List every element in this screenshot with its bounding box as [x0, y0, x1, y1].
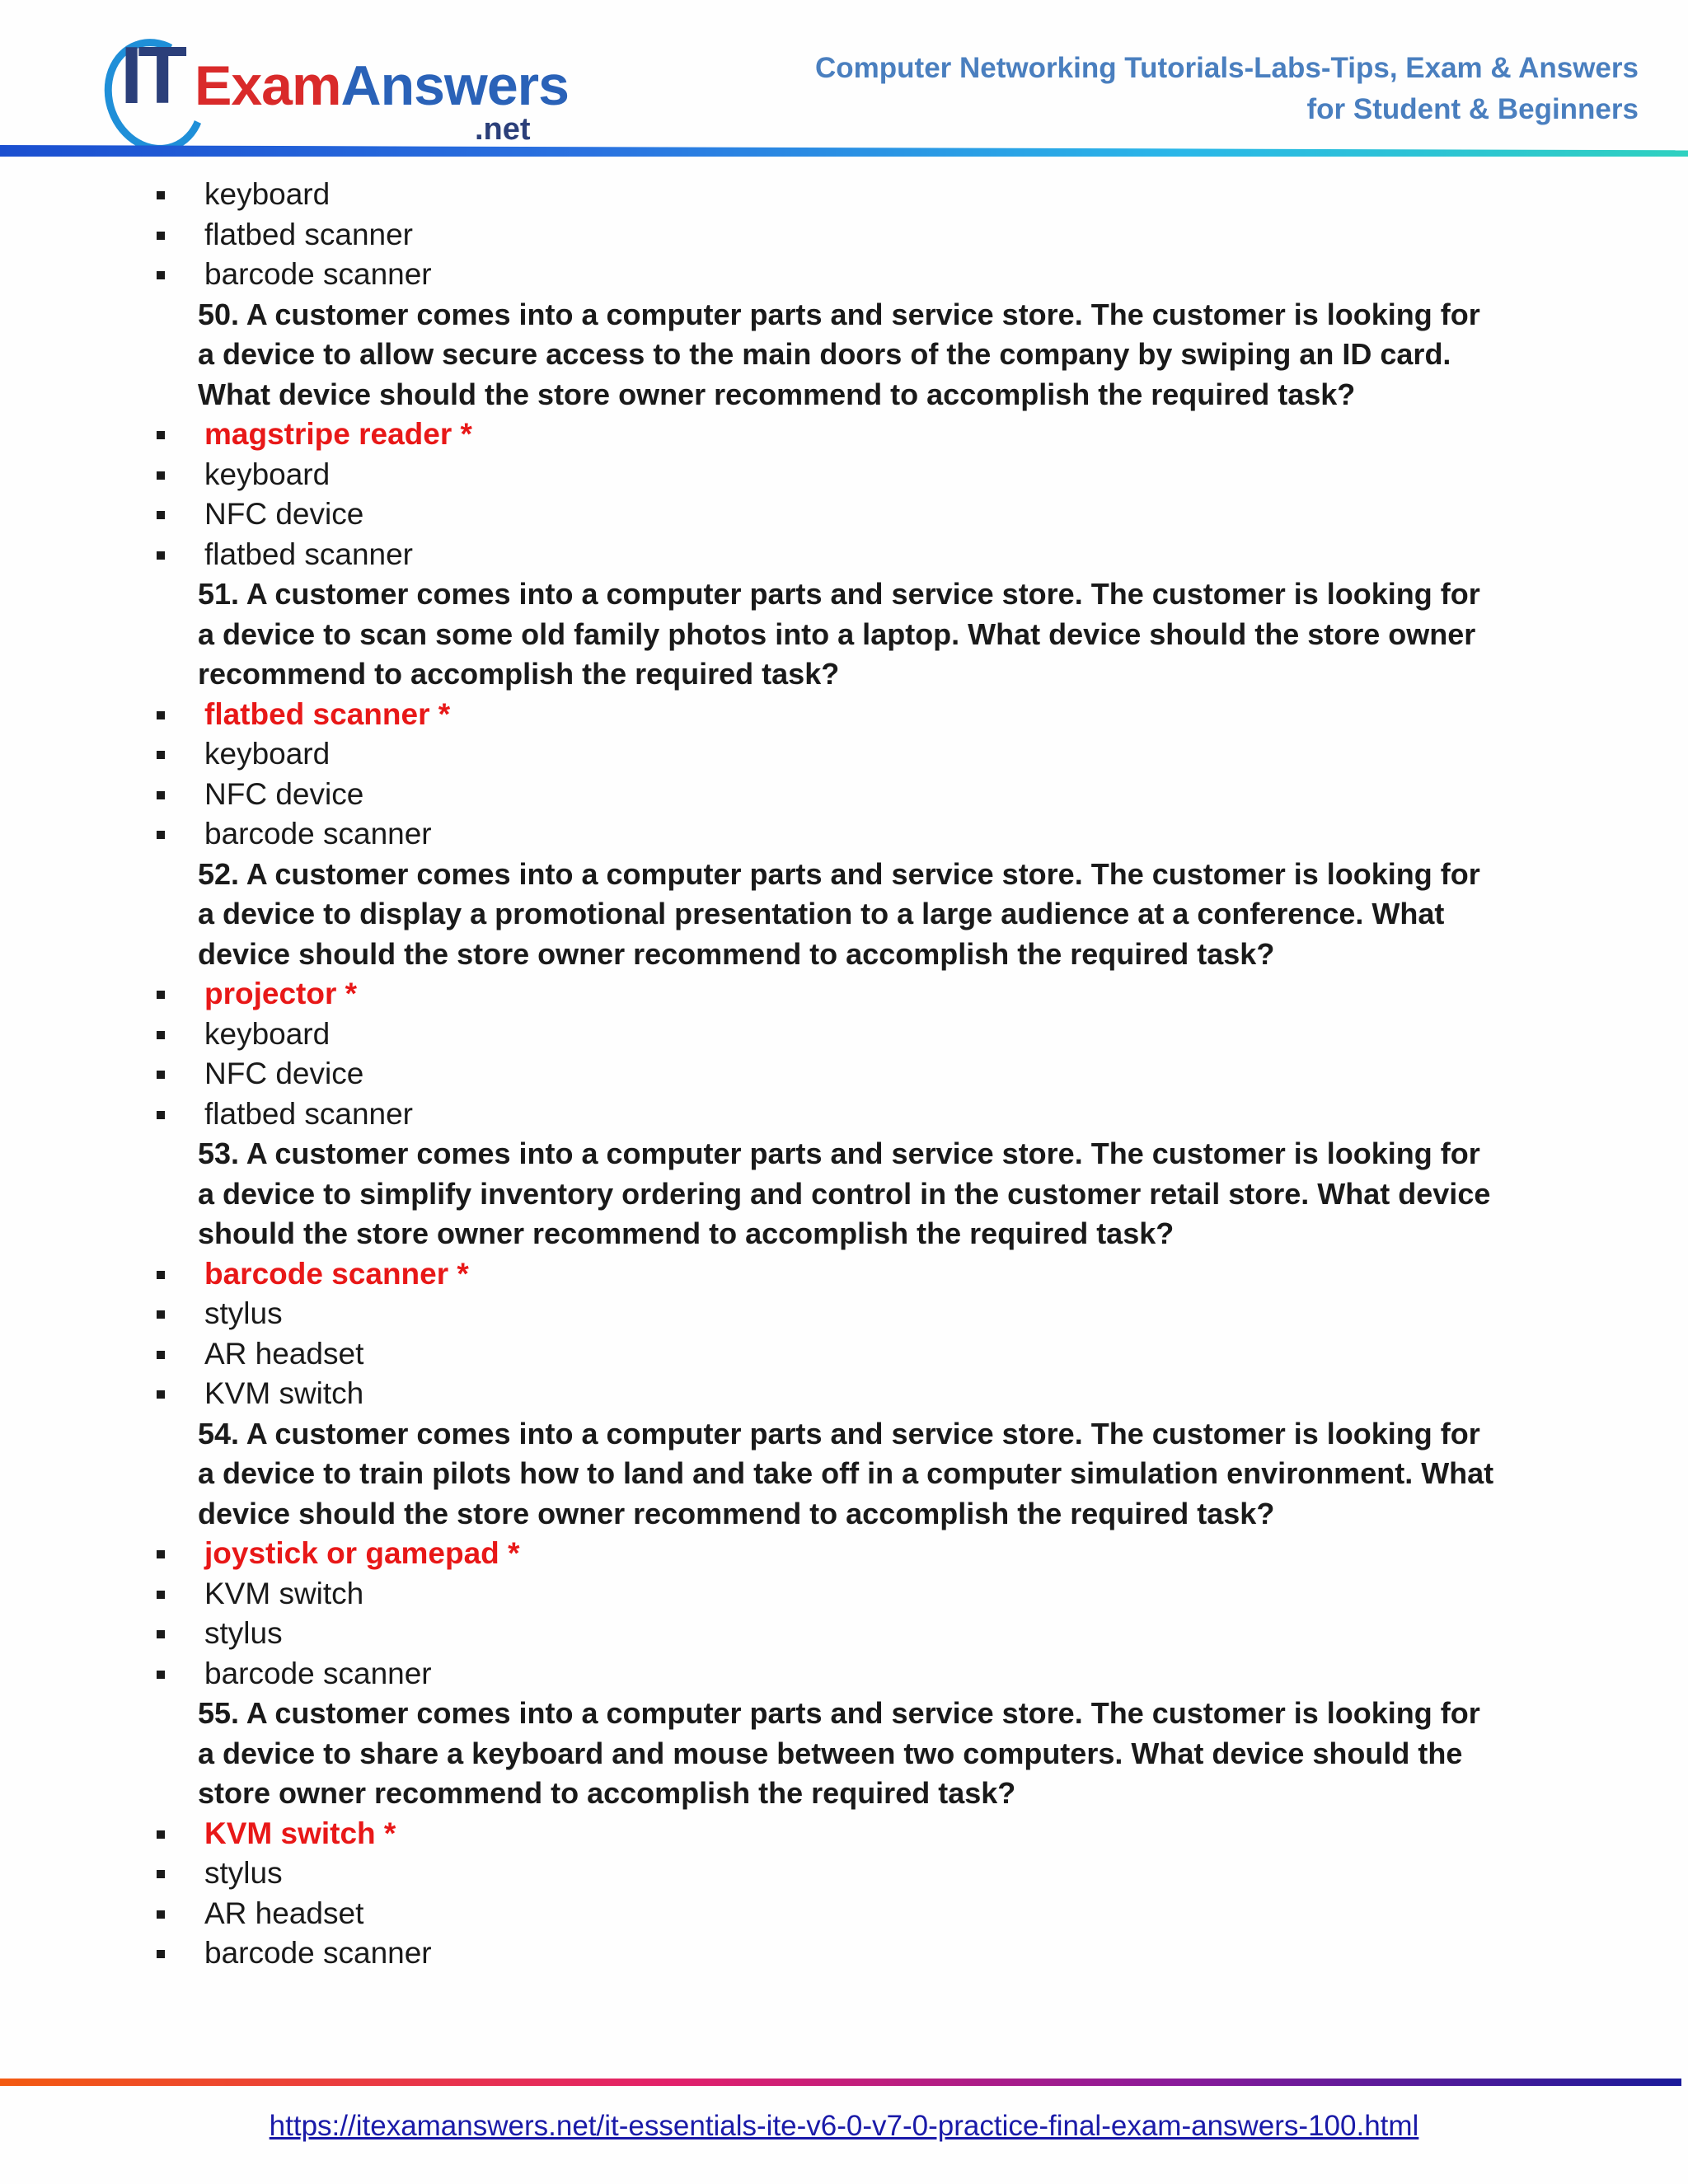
answer-option: stylus: [204, 1294, 1688, 1334]
question-block: [0, 574, 1688, 855]
correct-answer-option: magstripe reader *: [204, 415, 1688, 455]
correct-answer-option: KVM switch *: [204, 1814, 1688, 1854]
correct-answer-option: flatbed scanner *: [204, 695, 1688, 735]
logo-it-text: IT: [120, 30, 183, 120]
logo-exam-text: Exam: [195, 54, 341, 117]
answer-option: flatbed scanner: [204, 215, 1688, 255]
answer-option: flatbed scanner: [204, 1094, 1688, 1135]
tagline-line-1: Computer Networking Tutorials-Labs-Tips, Exam & Answers: [815, 52, 1639, 84]
answer-option: stylus: [204, 1854, 1688, 1894]
logo-answers-text: Answers: [340, 54, 569, 117]
answer-option: AR headset: [204, 1894, 1688, 1934]
question-text: 54. A customer comes into a computer parts and service store. The customer is looking for a device to train pilots how to land and take off in a computer simulation environment. What device should the store owner recommend to accomplish the required task?: [198, 1416, 1494, 1530]
question-block: [0, 1414, 1688, 1694]
correct-answer-option: barcode scanner *: [204, 1254, 1688, 1295]
answer-option: flatbed scanner: [204, 535, 1688, 575]
answer-option: keyboard: [204, 175, 1688, 215]
answer-option: stylus: [204, 1614, 1688, 1654]
answer-option: keyboard: [204, 734, 1688, 775]
answer-option: KVM switch: [204, 1374, 1688, 1414]
answer-option: keyboard: [204, 455, 1688, 495]
question-list: [0, 295, 1688, 1974]
answer-option: barcode scanner: [204, 255, 1688, 295]
correct-answer-option: joystick or gamepad *: [204, 1534, 1688, 1574]
answer-option: NFC device: [204, 1054, 1688, 1094]
footer-divider: [0, 2079, 1681, 2086]
exam-content: [0, 175, 1688, 1974]
question-block: [0, 855, 1688, 1135]
question-text: 51. A customer comes into a computer parts and service store. The customer is looking for a device to scan some old family photos into a laptop. What device should the store owner recommend to accomplish the required task?: [198, 577, 1480, 691]
site-logo[interactable]: [106, 30, 569, 148]
question-block: [0, 1694, 1688, 1974]
site-tagline: [815, 48, 1639, 130]
answer-option: keyboard: [204, 1015, 1688, 1055]
answer-option: KVM switch: [204, 1574, 1688, 1615]
answer-option: AR headset: [204, 1334, 1688, 1375]
answer-option: NFC device: [204, 494, 1688, 535]
question-text: 53. A customer comes into a computer parts and service store. The customer is looking for a device to simplify inventory ordering and control in the customer retail store. What device should the store owner recommend to accomplish the required task?: [198, 1137, 1491, 1250]
footer-url-link[interactable]: https://itexamanswers.net/it-essentials-ite-v6-0-v7-0-practice-final-exam-answers-100.html: [269, 2110, 1419, 2142]
question-text: 50. A customer comes into a computer parts and service store. The customer is looking for a device to allow secure access to the main doors of the company by swiping an ID card. What device should the store owner recommend to accomplish the required task?: [198, 297, 1480, 411]
page-header: [0, 0, 1688, 165]
answer-option: NFC device: [204, 775, 1688, 815]
logo-net-text: .net: [475, 112, 531, 147]
logo-wordmark: [195, 54, 569, 117]
question-text: 55. A customer comes into a computer parts and service store. The customer is looking for a device to share a keyboard and mouse between two computers. What device should the store owner recommend to accomplish the required task?: [198, 1696, 1480, 1810]
answer-option: barcode scanner: [204, 814, 1688, 855]
tagline-line-2: for Student & Beginners: [1306, 93, 1639, 125]
answer-option: barcode scanner: [204, 1654, 1688, 1694]
question-block: [0, 1134, 1688, 1414]
previous-question-options: [0, 175, 1688, 295]
answer-option: barcode scanner: [204, 1933, 1688, 1974]
correct-answer-option: projector *: [204, 974, 1688, 1015]
question-block: [0, 295, 1688, 575]
header-divider: [0, 145, 1688, 157]
question-text: 52. A customer comes into a computer parts and service store. The customer is looking for a device to display a promotional presentation to a large audience at a conference. What device should the store owner recommend to accomplish the required task?: [198, 856, 1480, 971]
